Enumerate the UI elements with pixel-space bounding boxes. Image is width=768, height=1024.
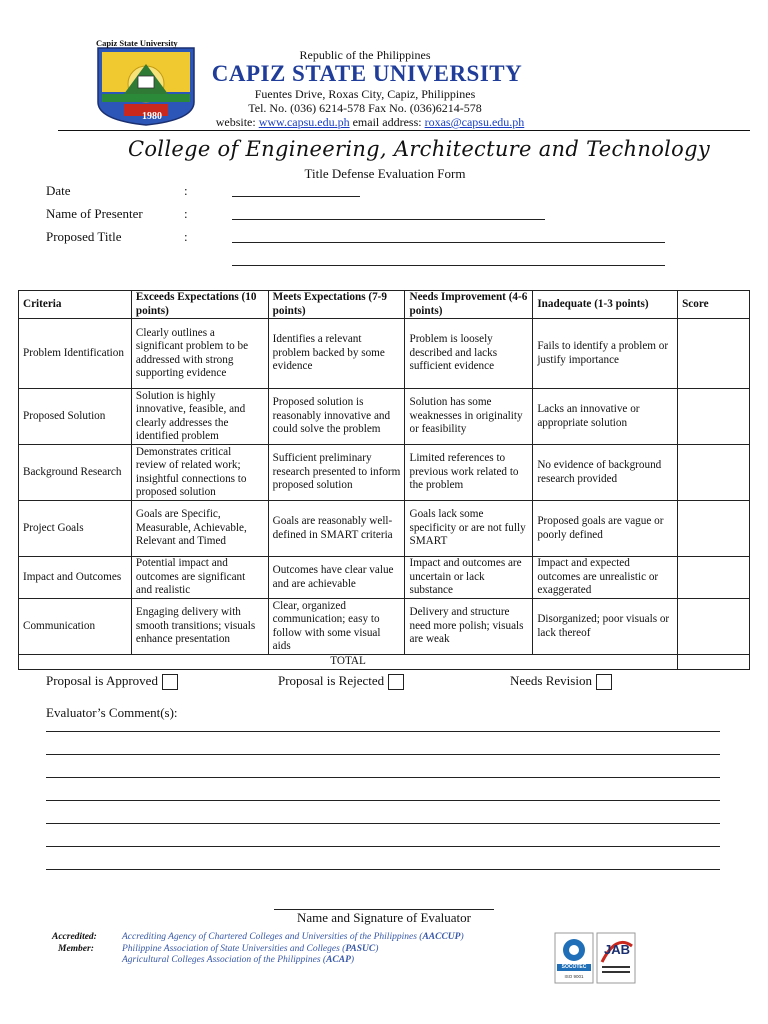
exceeds-cell: Clearly outlines a significant problem to be addressed with strong supporting evidence [131, 319, 268, 389]
meets-cell: Outcomes have clear value and are achievable [268, 557, 405, 599]
inadequate-cell: Fails to identify a problem or justify importance [533, 319, 678, 389]
table-row [19, 557, 750, 599]
university-name: CAPIZ STATE UNIVERSITY [211, 61, 523, 86]
needs-cell: Limited references to previous work related to the problem [405, 445, 533, 501]
rejected-checkbox[interactable] [388, 674, 404, 690]
needs-cell: Solution has some weaknesses in originality or feasibility [405, 389, 533, 445]
needs-cell: Problem is loosely described and lacks sufficient evidence [405, 319, 533, 389]
comment-line-7[interactable] [46, 869, 720, 870]
exceeds-cell: Potential impact and outcomes are significant and realistic [131, 557, 268, 599]
inadequate-cell: Lacks an innovative or appropriate solution [533, 389, 678, 445]
score-cell[interactable] [678, 389, 750, 445]
header-needs: Needs Improvement (4-6 points) [405, 291, 533, 319]
title-input-line-2[interactable] [232, 265, 665, 266]
aaccup-line: Accrediting Agency of Chartered Colleges and Universities of the Philippines (AACCUP) [122, 932, 464, 942]
meets-cell: Clear, organized communication; easy to follow with some visual aids [268, 599, 405, 655]
criteria-cell: Proposed Solution [19, 389, 132, 445]
republic-line: Republic of the Philippines [299, 48, 431, 62]
score-cell[interactable] [678, 319, 750, 389]
header-score: Score [678, 291, 750, 319]
criteria-cell: Project Goals [19, 501, 132, 557]
approved-option [46, 673, 178, 690]
comment-line-2[interactable] [46, 754, 720, 755]
header-meets: Meets Expectations (7-9 points) [268, 291, 405, 319]
inadequate-cell: Proposed goals are vague or poorly defined [533, 501, 678, 557]
revision-option [510, 673, 612, 690]
contact-line [190, 115, 550, 130]
meets-cell: Proposed solution is reasonably innovative and could solve the problem [268, 389, 405, 445]
address-line: Fuentes Drive, Roxas City, Capiz, Philippines [254, 87, 476, 101]
meets-cell: Goals are reasonably well-defined in SMART criteria [268, 501, 405, 557]
socotec-text: SOCOTEC [561, 964, 587, 970]
table-row [19, 319, 750, 389]
header-criteria: Criteria [19, 291, 132, 319]
pasuc-line: Philippine Association of State Universities and Colleges (PASUC) [122, 944, 379, 954]
rejected-option [278, 673, 404, 690]
approved-label: Proposal is Approved [46, 673, 158, 688]
title-label: Proposed Title [46, 229, 122, 244]
signature-label: Name and Signature of Evaluator [297, 910, 471, 925]
email-label: email address: [352, 115, 422, 129]
exceeds-cell: Goals are Specific, Measurable, Achievable, Relevant and Timed [131, 501, 268, 557]
member-label: Member: [58, 944, 94, 954]
email-link[interactable]: roxas@capsu.edu.ph [424, 115, 525, 129]
comments-label: Evaluator’s Comment(s): [46, 705, 178, 720]
header-exceeds: Exceeds Expectations (10 points) [131, 291, 268, 319]
revision-label: Needs Revision [510, 673, 592, 688]
meets-cell: Sufficient preliminary research presented to inform proposed solution [268, 445, 405, 501]
header-inadequate: Inadequate (1-3 points) [533, 291, 678, 319]
table-row [19, 599, 750, 655]
comment-line-5[interactable] [46, 823, 720, 824]
rejected-label: Proposal is Rejected [278, 673, 385, 688]
score-cell[interactable] [678, 501, 750, 557]
rubric-header-row [19, 291, 750, 319]
table-row [19, 501, 750, 557]
comment-line-1[interactable] [46, 731, 720, 732]
approved-checkbox[interactable] [162, 674, 178, 690]
website-link[interactable]: www.capsu.edu.ph [258, 115, 350, 129]
jab-logo [596, 932, 636, 984]
exceeds-cell: Engaging delivery with smooth transitions; visuals enhance presentation [131, 599, 268, 655]
tel-line: Tel. No. (036) 6214-578 Fax No. (036)6214-578 [248, 101, 482, 115]
inadequate-cell: Disorganized; poor visuals or lack thereof [533, 599, 678, 655]
exceeds-cell: Demonstrates critical review of related work; insightful connections to proposed solution [131, 445, 268, 501]
comment-line-4[interactable] [46, 800, 720, 801]
logo-year: 1980 [142, 111, 162, 122]
form-title: Title Defense Evaluation Form [304, 166, 466, 181]
meets-cell: Identifies a relevant problem backed by some evidence [268, 319, 405, 389]
criteria-cell: Background Research [19, 445, 132, 501]
total-score-cell[interactable] [678, 655, 750, 670]
table-row [19, 389, 750, 445]
exceeds-cell: Solution is highly innovative, feasible, and clearly addresses the identified problem [131, 389, 268, 445]
needs-cell: Delivery and structure need more polish; visuals are weak [405, 599, 533, 655]
rubric-table [18, 290, 750, 670]
date-label: Date [46, 183, 71, 198]
acap-line: Agricultural Colleges Association of the Philippines (ACAP) [122, 955, 355, 965]
needs-cell: Impact and outcomes are uncertain or lack substance [405, 557, 533, 599]
needs-cell: Goals lack some specificity or are not fully SMART [405, 501, 533, 557]
college-name: College of Engineering, Architecture and Technology [128, 137, 711, 161]
criteria-cell: Impact and Outcomes [19, 557, 132, 599]
title-input-line-1[interactable] [232, 242, 665, 243]
title-colon: : [184, 229, 188, 244]
inadequate-cell: No evidence of background research provided [533, 445, 678, 501]
logo-text: Capiz State University [96, 38, 178, 48]
presenter-colon: : [184, 206, 188, 221]
score-cell[interactable] [678, 557, 750, 599]
score-cell[interactable] [678, 445, 750, 501]
jab-text: JAB [604, 942, 631, 957]
date-colon: : [184, 183, 188, 198]
criteria-cell: Problem Identification [19, 319, 132, 389]
comment-line-6[interactable] [46, 846, 720, 847]
inadequate-cell: Impact and expected outcomes are unrealistic or exaggerated [533, 557, 678, 599]
date-input-line[interactable] [232, 196, 360, 197]
website-label: website: [215, 115, 256, 129]
criteria-cell: Communication [19, 599, 132, 655]
total-row [19, 655, 750, 670]
table-row [19, 445, 750, 501]
total-label: TOTAL [19, 655, 678, 670]
presenter-input-line[interactable] [232, 219, 545, 220]
header-rule [58, 130, 750, 131]
presenter-label: Name of Presenter [46, 206, 143, 221]
score-cell[interactable] [678, 599, 750, 655]
socotec-sub: ISO 9001 [564, 974, 584, 979]
accredited-label: Accredited: [52, 932, 97, 942]
comment-line-3[interactable] [46, 777, 720, 778]
revision-checkbox[interactable] [596, 674, 612, 690]
